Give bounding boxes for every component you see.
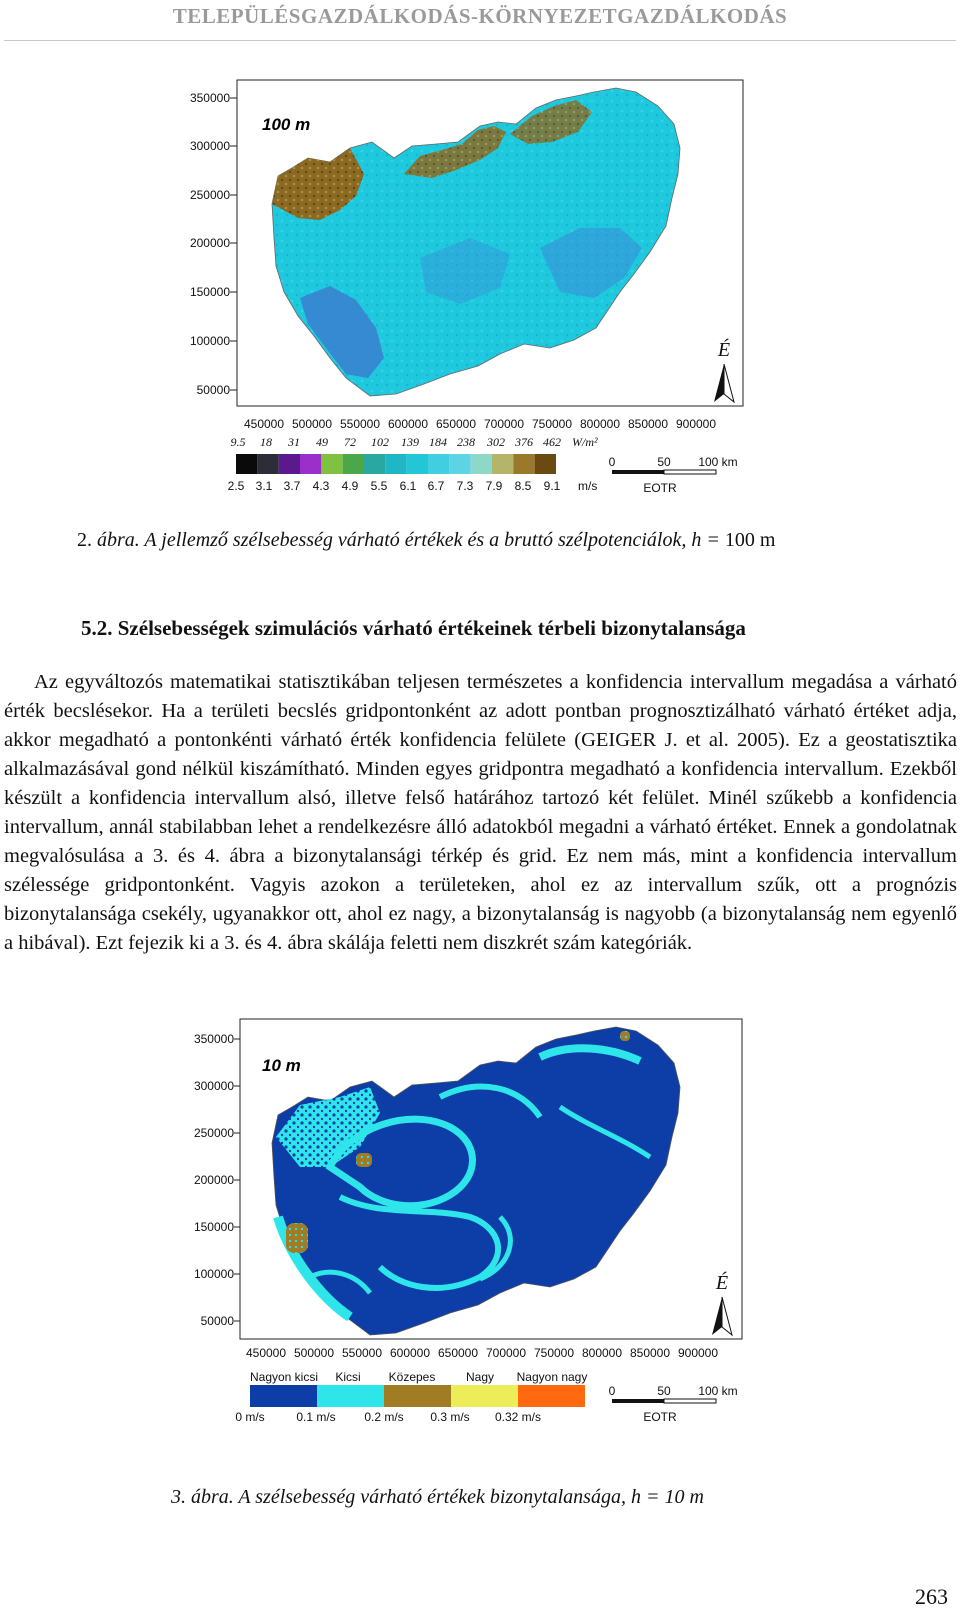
color-scale-swatch: [428, 454, 449, 474]
y-tick-label: 100000: [189, 334, 230, 348]
bound-label: 0.1 m/s: [296, 1410, 336, 1424]
medium-uncertainty-patch: [620, 1031, 630, 1041]
category-swatch: [451, 1385, 518, 1407]
svg-text:EOTR: EOTR: [643, 1410, 677, 1424]
power-unit: W/m²: [572, 435, 598, 449]
figure-caption: 2. ábra. A jellemző szélsebesség várható értékek és a bruttó szélpotenciálok, h = 100 m: [77, 529, 776, 551]
power-value: 139: [401, 435, 419, 449]
y-tick-label: 350000: [189, 91, 230, 105]
bound-label: 0.2 m/s: [364, 1410, 404, 1424]
x-tick-label: 500000: [293, 1346, 335, 1360]
speed-value: 3.7: [283, 479, 301, 493]
color-scale-swatch: [343, 454, 364, 474]
speed-value: 2.5: [227, 479, 245, 493]
x-tick-label: 450000: [245, 1346, 287, 1360]
category-label: Nagy: [465, 1370, 495, 1384]
svg-text:0: 0: [608, 455, 616, 469]
color-scale-swatch: [321, 454, 342, 474]
x-tick-label: 650000: [435, 417, 477, 431]
x-tick-label: 900000: [677, 1346, 719, 1360]
header-divider: [4, 40, 956, 41]
speed-value: 5.5: [370, 479, 388, 493]
running-header: TELEPÜLÉSGAZDÁLKODÁS-KÖRNYEZETGAZDÁLKODÁS: [172, 4, 788, 28]
category-color-bar: [250, 1385, 585, 1407]
body-paragraph: [4, 668, 957, 958]
figure-caption: 3. ábra. A szélsebesség várható értékek bizonytalansága, h = 10 m: [171, 1486, 704, 1508]
power-value: 9.5: [230, 435, 246, 449]
x-axis: [246, 1346, 718, 1360]
svg-text:100 km: 100 km: [698, 1384, 738, 1398]
y-tick-label: 250000: [193, 1126, 234, 1140]
category-swatch: [384, 1385, 451, 1407]
svg-text:É: É: [715, 1272, 729, 1294]
svg-text:50: 50: [657, 455, 671, 469]
power-value: 462: [543, 435, 561, 449]
color-scale-swatch: [513, 454, 534, 474]
x-tick-label: 850000: [629, 1346, 671, 1360]
category-label: Kicsi: [335, 1370, 361, 1384]
y-tick-label: 150000: [189, 285, 230, 299]
y-tick-label: 50000: [200, 1314, 234, 1328]
x-tick-label: 750000: [531, 417, 573, 431]
y-tick-label: 200000: [189, 236, 230, 250]
power-value: 18: [260, 435, 272, 449]
speed-value: 9.1: [543, 479, 561, 493]
category-label: Nagyon kicsi: [249, 1370, 319, 1384]
y-axis: [190, 91, 237, 397]
power-value: 72: [344, 435, 356, 449]
x-tick-label: 450000: [243, 417, 285, 431]
y-tick-label: 300000: [193, 1079, 234, 1093]
category-bounds: [235, 1410, 541, 1424]
x-tick-label: 600000: [389, 1346, 431, 1360]
y-tick-label: 350000: [193, 1032, 234, 1046]
speed-value: 4.9: [341, 479, 359, 493]
svg-text:É: É: [717, 339, 731, 361]
x-tick-label: 700000: [485, 1346, 527, 1360]
x-tick-label: 800000: [581, 1346, 623, 1360]
x-tick-label: 650000: [437, 1346, 479, 1360]
power-value: 376: [515, 435, 533, 449]
speed-value: 7.3: [456, 479, 474, 493]
speed-value: 6.1: [399, 479, 417, 493]
scale-bar: [609, 1384, 738, 1424]
color-scale-swatch: [471, 454, 492, 474]
bound-label: 0.3 m/s: [430, 1410, 470, 1424]
speed-value: 4.3: [312, 479, 330, 493]
svg-text:0: 0: [608, 1384, 616, 1398]
color-scale-swatch: [279, 454, 300, 474]
medium-uncertainty-patch: [356, 1153, 372, 1167]
color-scale-swatch: [407, 454, 428, 474]
x-tick-label: 550000: [341, 1346, 383, 1360]
x-tick-label: 850000: [627, 417, 669, 431]
color-scale-swatch: [364, 454, 385, 474]
color-scale-swatch: [535, 454, 556, 474]
x-tick-label: 500000: [291, 417, 333, 431]
medium-uncertainty-patch: [286, 1223, 308, 1253]
bound-label: 0.32 m/s: [494, 1410, 542, 1424]
page-number: 263: [915, 1584, 948, 1609]
color-scale-swatch: [492, 454, 513, 474]
category-swatch: [518, 1385, 585, 1407]
map-height-label: 10 m: [262, 1056, 301, 1075]
speed-unit: m/s: [578, 479, 598, 493]
svg-text:50: 50: [657, 1384, 671, 1398]
x-tick-label: 900000: [675, 417, 717, 431]
color-scale-swatch: [236, 454, 257, 474]
x-axis: [244, 417, 716, 431]
y-tick-label: 50000: [196, 383, 230, 397]
speed-value: 7.9: [485, 479, 503, 493]
y-tick-label: 100000: [193, 1267, 234, 1281]
x-tick-label: 800000: [579, 417, 621, 431]
map-height-label: 100 m: [262, 115, 311, 134]
category-legend: [250, 1370, 587, 1384]
color-scale-bar: [236, 454, 556, 474]
power-value: 49: [316, 435, 328, 449]
category-label: Közepes: [388, 1370, 436, 1384]
bound-label: 0 m/s: [235, 1410, 265, 1424]
speed-value: 8.5: [514, 479, 532, 493]
power-value: 31: [288, 435, 300, 449]
section-heading: 5.2. Szélsebességek szimulációs várható értékeinek térbeli bizonytalansága: [81, 616, 746, 640]
power-legend: [231, 435, 598, 449]
speed-value: 6.7: [427, 479, 445, 493]
svg-text:100 km: 100 km: [698, 455, 738, 469]
color-scale-swatch: [300, 454, 321, 474]
power-value: 184: [429, 435, 447, 449]
x-tick-label: 750000: [533, 1346, 575, 1360]
scale-bar: [609, 455, 738, 495]
color-scale-swatch: [257, 454, 278, 474]
y-tick-label: 250000: [189, 188, 230, 202]
paragraph-text: Az egyváltozós matematikai statisztikában teljesen természetes a konfidencia intervallum megadása a várható érték becslésekor. Ha a területi becslés gridpontonként az adott pontban prognosztizálható várható értéket adja, akkor megadható a pontonkénti várható érték konfidencia felülete (GEIGER J. et al. 2005). Ez a geostatisztika alkalmazásával gond nélkül kiszámítható. Minden egyes gridpontra megadható a konfidencia intervallum. Ezekből készült a konfidencia intervallum alsó, illetve felső határához tartozó két felület. Minél szűkebb a konfidencia intervallum, annál stabilabban lehet a rendelkezésre álló adatokból megadni a várható értéket. Ennek a gondolatnak megvalósulása a 3. és 4. ábra a bizonytalansági térkép és grid. Ez nem más, mint a konfidencia intervallum szélessége gridpontonként. Vagyis azokon a területeken, ahol ez az intervallum szűk, ott a prognózis bizonytalansága csekély, ugyanakkor ott, ahol ez nagy, a bizonytalanság is nagyobb (a bizonytalanság nem egyenlő a hibával). Ezt fejezik ki a 3. és 4. ábra skálája feletti nem diszkrét szám kategóriák.: [4, 671, 957, 954]
category-swatch: [317, 1385, 384, 1407]
x-tick-label: 700000: [483, 417, 525, 431]
power-value: 238: [457, 435, 475, 449]
power-value: 302: [487, 435, 505, 449]
y-tick-label: 150000: [193, 1220, 234, 1234]
color-scale-swatch: [385, 454, 406, 474]
power-value: 102: [371, 435, 389, 449]
wind-speed-map-figure: [180, 78, 780, 508]
x-tick-label: 550000: [339, 417, 381, 431]
category-swatch: [250, 1385, 317, 1407]
uncertainty-map-figure: [180, 1017, 780, 1447]
category-label: Nagyon nagy: [516, 1370, 588, 1384]
y-axis: [194, 1032, 240, 1328]
svg-text:EOTR: EOTR: [643, 481, 677, 495]
speed-legend: [228, 479, 598, 493]
color-scale-swatch: [449, 454, 470, 474]
y-tick-label: 300000: [189, 139, 230, 153]
speed-value: 3.1: [255, 479, 273, 493]
y-tick-label: 200000: [193, 1173, 234, 1187]
x-tick-label: 600000: [387, 417, 429, 431]
